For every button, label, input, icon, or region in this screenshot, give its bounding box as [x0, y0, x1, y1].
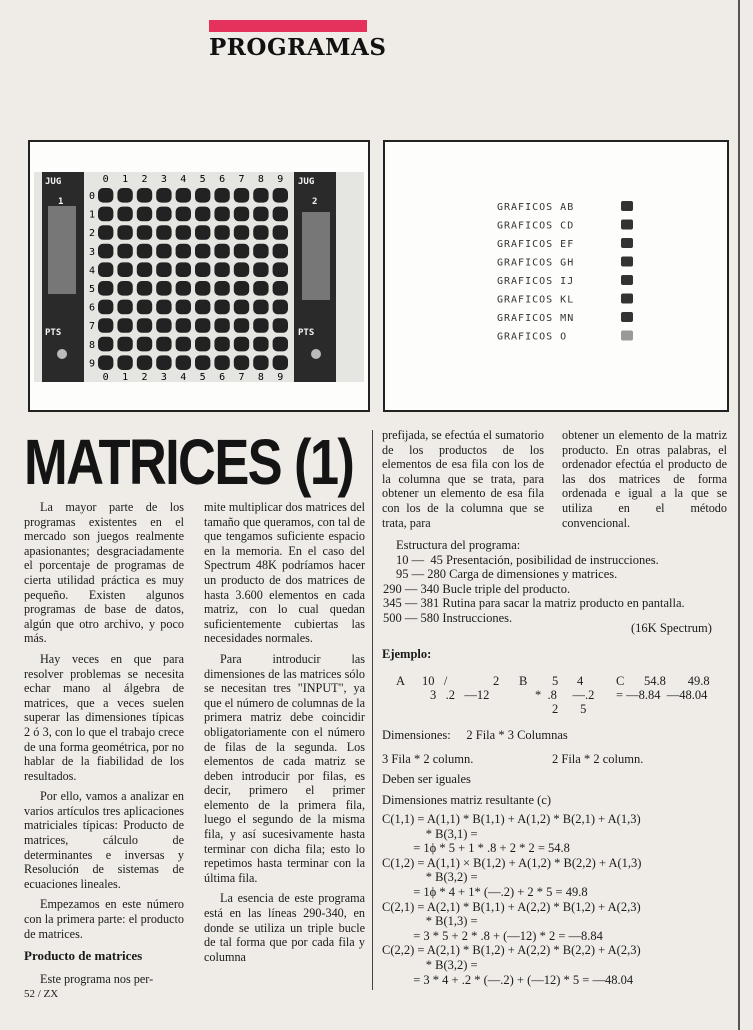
board-piece [273, 188, 288, 203]
board-piece [195, 188, 210, 203]
column-number: 0 [102, 174, 109, 185]
formula-line: * B(1,3) = [382, 914, 478, 929]
article-column-1 [24, 500, 184, 992]
article-column-4 [562, 428, 727, 536]
row-number: 3 [88, 246, 96, 258]
paragraph: Por ello, vamos a analizar en varios artículos tres aplicaciones matriciales típicas: Producto de matrices, cálculo de determinantes e inversas y Resolución de sistemas de ecuaciones lineales. [24, 789, 184, 891]
board-piece [234, 318, 249, 333]
column-number: 4 [180, 174, 187, 185]
subheading: Producto de matrices [24, 948, 143, 964]
row-number: 7 [88, 321, 96, 333]
board-piece [195, 262, 210, 277]
paragraph: La mayor parte de los programas existentes en el mercado son juegos realmente apasionantes; desgraciadamente el porcentaje de programas de cierta utilidad práctica es muy pequeño. Existen algunos programas de base de datos, algún que otro archivo, y poco más. [24, 500, 184, 646]
column-number: 5 [199, 174, 206, 185]
board-piece [137, 300, 152, 315]
right-player-label: JUG [298, 177, 315, 187]
matrix-b-row2: * .8 —.2 [535, 688, 595, 702]
board-piece [156, 355, 171, 370]
board-piece [214, 355, 229, 370]
game-board-graphic [30, 142, 368, 410]
board-piece [253, 281, 268, 296]
graphics-line: GRAFICOS GH [497, 257, 575, 269]
board-piece [195, 244, 210, 259]
graphics-lines-group [497, 201, 633, 343]
matrix-b-label: B [519, 674, 528, 688]
formula-line: = 3 * 4 + .2 * (—.2) + (—12) * 5 = —48.04 [382, 972, 634, 987]
paragraph: Para introducir las dimensiones de las matrices sólo se necesitan tres "INPUT", ya que el número de columnas de la primera matriz debe coincidir obligatoriamente con el número de filas de la segunda. Los elementos de cada matriz se deben introducir por filas, es decir, primero el primer elemento de la primera fila, luego el segundo de la misma fila, y así sucesivamente hasta terminar con dicha fila; esto lo repetimos hasta terminar con la última fila. [204, 651, 365, 885]
matrix-c-label: C [616, 674, 625, 688]
column-number: 1 [122, 372, 129, 383]
board-piece [273, 207, 288, 222]
column-number: 3 [160, 372, 167, 383]
page-edge-rule [738, 0, 740, 1030]
board-piece [176, 300, 191, 315]
board-piece [137, 318, 152, 333]
board-piece [195, 318, 210, 333]
paragraph: Empezamos en este número con la primera parte: el producto de matrices. [24, 897, 184, 941]
board-piece [195, 300, 210, 315]
board-piece [253, 225, 268, 240]
structure-line: 345 — 381 Rutina para sacar la matriz producto en pantalla. [383, 596, 685, 611]
board-piece [156, 262, 171, 277]
column-number: 3 [160, 174, 167, 185]
board-piece [156, 188, 171, 203]
board-piece [117, 207, 132, 222]
row-number: 0 [88, 191, 96, 202]
dimensions-line: Dimensiones: 2 Fila * 3 Columnas [382, 728, 568, 742]
board-piece [156, 225, 171, 240]
formula-line: * B(3,2) = [382, 957, 478, 972]
board-piece [156, 244, 171, 259]
board-piece [117, 281, 132, 296]
column-number: 2 [141, 372, 148, 383]
board-piece [176, 337, 191, 352]
board-piece [176, 188, 191, 203]
column-divider [372, 430, 373, 990]
structure-line: 10 — 45 Presentación, posibilidad de instrucciones. [396, 552, 659, 567]
left-token-icon [57, 349, 67, 359]
board-piece [98, 300, 113, 315]
sprite-icon [621, 312, 633, 322]
page-number: 52 / ZX [24, 988, 59, 1000]
board-piece [176, 225, 191, 240]
graphics-line: GRAFICOS AB [497, 202, 575, 213]
article-title: MATRICES (1) [24, 426, 354, 498]
board-piece [137, 337, 152, 352]
board-piece [117, 262, 132, 277]
formula-line: = 1ϕ * 5 + 1 * .8 + 2 * 2 = 54.8 [382, 841, 570, 856]
paragraph: prefijada, se efectúa el sumatorio de los productos de los elementos de esa fila con los de la columna que se trata, para obtener un elemento de esa fila con los de la columna que se trata, para [382, 428, 544, 530]
board-piece [253, 300, 268, 315]
sprite-icon [621, 220, 633, 230]
column-number: 8 [257, 372, 264, 383]
board-piece [195, 281, 210, 296]
board-piece [137, 244, 152, 259]
paragraph: mite multiplicar dos matrices del tamaño que queramos, con tal de que tengamos suficiente espacio en la memoria. En el caso del Spectrum 48K podríamos hacer un producto de dos matrices de hasta 3.600 elementos en cada matriz, con lo cual quedan suficientemente cubiertas las necesidades normales. [204, 500, 365, 646]
board-piece [98, 188, 113, 203]
matrix-b-row1: 5 4 [552, 674, 584, 688]
board-piece [195, 207, 210, 222]
column-number: 1 [122, 174, 129, 185]
graphics-line: GRAFICOS CD [497, 220, 575, 232]
board-piece [176, 355, 191, 370]
example-title: Ejemplo: [382, 647, 432, 661]
board-piece [98, 244, 113, 259]
row-number: 9 [88, 358, 96, 370]
paragraph: Este programa nos per- [40, 971, 154, 986]
board-piece [214, 337, 229, 352]
dimensions-equal-note: Deben ser iguales [382, 772, 471, 786]
board-piece [176, 207, 191, 222]
column-number: 7 [238, 174, 245, 185]
dimensions-line-a: 3 Fila * 2 column. [382, 752, 474, 766]
board-piece [234, 188, 249, 203]
graphics-line: GRAFICOS KL [497, 294, 575, 306]
graphics-line: GRAFICOS EF [497, 239, 575, 250]
board-piece [117, 225, 132, 240]
board-piece [273, 262, 288, 277]
board-piece [117, 318, 132, 333]
sprite-icon [621, 294, 633, 304]
board-piece [137, 281, 152, 296]
board-piece [98, 318, 113, 333]
board-piece [234, 281, 249, 296]
formula-line: C(1,1) = A(1,1) * B(1,1) + A(1,2) * B(2,1) + A(1,3) [382, 812, 641, 826]
board-piece [214, 188, 229, 203]
column-number: 6 [219, 372, 226, 383]
board-piece [214, 262, 229, 277]
formula-block [382, 812, 732, 987]
board-piece [156, 281, 171, 296]
board-piece [117, 337, 132, 352]
sprite-icon [621, 331, 633, 341]
column-number: 9 [277, 174, 284, 185]
sprite-icon [621, 201, 633, 211]
board-piece [98, 262, 113, 277]
board-piece [253, 355, 268, 370]
row-number: 8 [88, 339, 96, 351]
formula-line: C(2,2) = A(2,1) * B(1,2) + A(2,2) * B(2,2) + A(2,3) [382, 943, 641, 958]
board-piece [176, 262, 191, 277]
result-dimensions-title: Dimensiones matriz resultante (c) [382, 793, 552, 807]
board-piece [137, 225, 152, 240]
board-piece [253, 207, 268, 222]
board-piece [176, 281, 191, 296]
row-number: 2 [88, 228, 96, 240]
sprite-icon [621, 257, 633, 267]
row-number: 5 [88, 284, 96, 295]
structure-line: 290 — 340 Bucle triple del producto. [383, 581, 571, 596]
row-number: 4 [88, 265, 96, 277]
board-piece [98, 281, 113, 296]
board-piece [214, 300, 229, 315]
board-piece [253, 337, 268, 352]
board-piece [176, 244, 191, 259]
column-number: 9 [277, 372, 284, 383]
row-number: 6 [88, 302, 96, 314]
graphics-line: GRAFICOS O [497, 331, 568, 343]
board-piece [195, 355, 210, 370]
left-player-label: JUG [45, 177, 62, 187]
structure-block [383, 538, 685, 626]
board-piece [273, 244, 288, 259]
board-piece [234, 300, 249, 315]
board-piece [117, 244, 132, 259]
board-piece [253, 262, 268, 277]
left-player-number: 1 [58, 197, 64, 207]
board-piece [98, 355, 113, 370]
board-piece [214, 225, 229, 240]
board-piece [137, 355, 152, 370]
formula-line: C(1,2) = A(1,1) × B(1,2) + A(1,2) * B(2,2) + A(1,3) [382, 855, 642, 870]
article-column-3 [382, 428, 544, 536]
board-piece [214, 244, 229, 259]
board-piece [253, 188, 268, 203]
formula-line: C(2,1) = A(2,1) * B(1,1) + A(2,2) * B(1,2) + A(2,3) [382, 899, 641, 914]
paragraph: obtener un elemento de la matriz producto. En otras palabras, el ordenador efectúa el producto de las dos matrices de forma ordenada e igual a la que se utiliza en el método convencional. [562, 428, 727, 530]
article-column-2 [204, 500, 365, 970]
column-number: 0 [102, 372, 109, 383]
board-piece [273, 300, 288, 315]
sprite-icon [621, 275, 633, 285]
column-number: 2 [141, 174, 148, 185]
matrix-c-row1: 54.8 49.8 [644, 674, 710, 688]
board-piece [273, 318, 288, 333]
matrix-c-row2: = —8.84 —48.04 [616, 688, 708, 702]
board-piece [214, 207, 229, 222]
board-piece [195, 225, 210, 240]
formula-line: * B(3,2) = [382, 870, 478, 885]
board-piece [137, 188, 152, 203]
board-piece [273, 337, 288, 352]
board-piece [195, 337, 210, 352]
left-score-bar [48, 206, 76, 294]
board-piece [273, 225, 288, 240]
board-piece [156, 318, 171, 333]
structure-line: 95 — 280 Carga de dimensiones y matrices. [396, 567, 618, 582]
board-piece [214, 281, 229, 296]
section-color-bar [209, 20, 367, 32]
board-piece [214, 318, 229, 333]
right-points-label: PTS [298, 328, 315, 338]
dimensions-line-b: 2 Fila * 2 column. [552, 752, 644, 766]
spectrum-note: (16K Spectrum) [631, 621, 712, 635]
board-piece [234, 355, 249, 370]
board-piece [137, 207, 152, 222]
board-piece [137, 262, 152, 277]
board-piece [273, 355, 288, 370]
board-piece [234, 207, 249, 222]
board-piece [98, 337, 113, 352]
matrix-a-row1: 10 / [422, 674, 448, 688]
paragraph: Hay veces en que para resolver problemas se necesita echar mano al álgebra de matrices, que a veces suelen superar las dimensiones típicas 2 ó 3, con lo que el trabajo crece de una forma geométrica, por no hablar de la fiabilidad de los resultados. [24, 651, 184, 783]
board-piece [273, 281, 288, 296]
left-points-label: PTS [45, 328, 62, 338]
board-piece [234, 225, 249, 240]
board-piece [253, 244, 268, 259]
graphics-list-graphic [385, 142, 727, 410]
column-number: 6 [219, 174, 226, 185]
board-piece [253, 318, 268, 333]
board-piece [234, 337, 249, 352]
right-token-icon [311, 349, 321, 359]
board-piece [156, 300, 171, 315]
board-piece [117, 188, 132, 203]
structure-title: Estructura del programa: [396, 538, 521, 552]
structure-line: 500 — 580 Instrucciones. [383, 610, 513, 625]
game-board-screenshot [28, 140, 370, 412]
formula-line: = 1ϕ * 4 + 1* (—.2) + 2 * 5 = 49.8 [382, 884, 588, 899]
matrix-a-label: A [396, 674, 406, 688]
board-piece [117, 355, 132, 370]
board-piece [156, 337, 171, 352]
graphics-list-screenshot [383, 140, 729, 412]
formula-line: * B(3,1) = [382, 826, 478, 841]
matrix-b-row1-first: 2 [493, 674, 500, 688]
board-piece [234, 244, 249, 259]
board-piece [176, 318, 191, 333]
column-number: 5 [199, 372, 206, 383]
row-number: 1 [88, 209, 96, 221]
right-score-bar [302, 212, 330, 300]
right-player-number: 2 [312, 197, 318, 207]
column-number: 4 [180, 372, 187, 383]
board-piece [156, 207, 171, 222]
column-number: 8 [257, 174, 264, 185]
matrix-a-row2: 3 .2 —12 [430, 688, 490, 702]
sprite-icon [621, 238, 633, 248]
board-piece [98, 225, 113, 240]
paragraph: La esencia de este programa está en las líneas 290-340, en donde se utiliza un triple bucle de tal forma que por cada fila y columna [204, 891, 365, 964]
graphics-line: GRAFICOS MN [497, 313, 575, 324]
column-number: 7 [238, 372, 245, 383]
board-piece [234, 262, 249, 277]
graphics-line: GRAFICOS IJ [497, 276, 575, 287]
matrix-b-row3: 2 5 [552, 702, 587, 716]
section-title: PROGRAMAS [209, 34, 387, 61]
formula-line: = 3 * 5 + 2 * .8 + (—12) * 2 = —8.84 [382, 928, 603, 943]
board-piece [117, 300, 132, 315]
board-piece [98, 207, 113, 222]
